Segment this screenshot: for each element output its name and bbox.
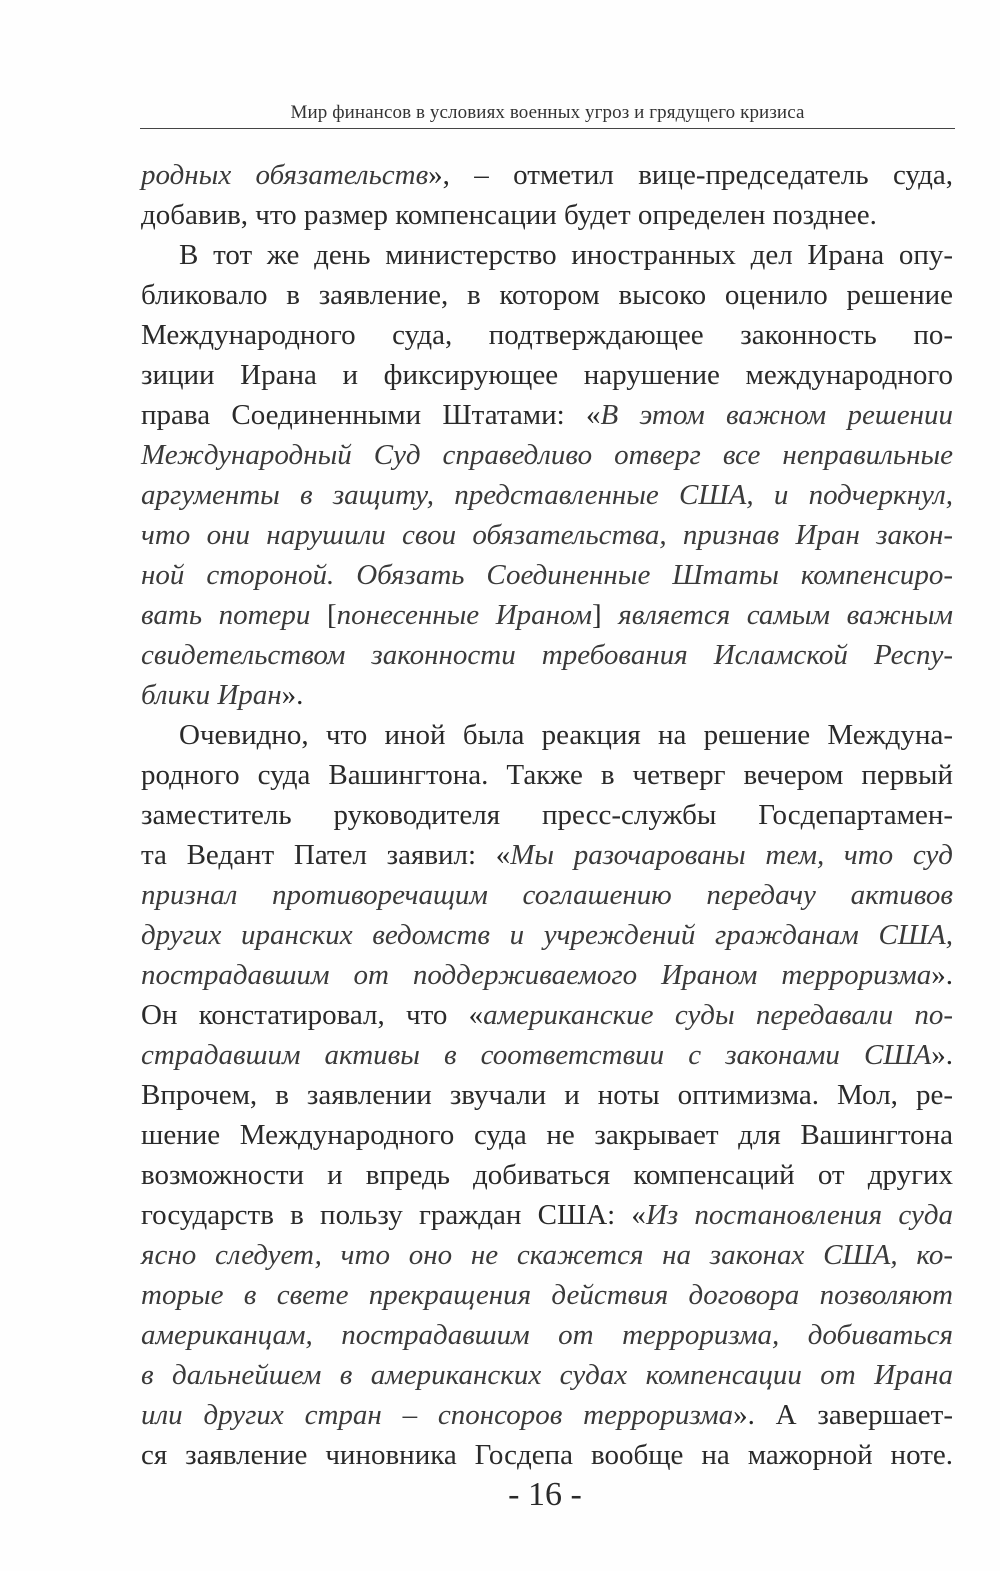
text-segment: родного суда Вашингтона. Также в четверг вечером первый	[141, 759, 953, 791]
italic-quote-segment: торые в свете прекращения действия договора позволяют	[141, 1279, 953, 1311]
italic-quote-segment: является самым важным	[601, 599, 953, 631]
text-line	[141, 155, 953, 195]
text-line	[141, 355, 953, 395]
italic-quote-segment: родных обязательств	[141, 159, 429, 191]
text-line	[141, 1315, 953, 1355]
text-line	[141, 995, 953, 1035]
text-line	[141, 915, 953, 955]
italic-quote-segment: других иранских ведомств и учреждений гражданам США,	[141, 919, 953, 951]
text-segment: зиции Ирана и фиксирующее нарушение международного	[141, 359, 953, 391]
text-segment: заместитель руководителя пресс-службы Госдепартамен-	[141, 799, 953, 831]
text-segment: Международного суда, подтверждающее законность по-	[141, 319, 953, 351]
italic-quote-segment: Международный Суд справедливо отверг все неправильные	[141, 439, 953, 471]
text-line	[141, 1355, 953, 1395]
text-segment: ся заявление чиновника Госдепа вообще на мажорной ноте.	[141, 1439, 953, 1471]
page-number: - 16 -	[508, 1476, 582, 1513]
text-line	[141, 275, 953, 315]
text-line	[141, 595, 953, 635]
italic-quote-segment: признал противоречащим соглашению передачу активов	[141, 879, 953, 911]
text-segment: В тот же день министерство иностранных дел Ирана опу-	[179, 239, 953, 271]
italic-quote-segment: американские суды передавали по-	[483, 999, 953, 1031]
italic-quote-segment: страдавшим активы в соответствии с законами США	[141, 1039, 932, 1071]
text-line	[141, 395, 953, 435]
text-line	[141, 475, 953, 515]
running-header: Мир финансов в условиях военных угроз и грядущего кризиса	[290, 102, 805, 123]
italic-quote-segment: Из постановления суда	[645, 1199, 954, 1231]
italic-quote-segment: что они нарушили свои обязательства, признав Иран закон-	[141, 519, 953, 551]
text-line	[141, 235, 953, 275]
text-segment: », – отметил вице-председатель суда,	[428, 159, 953, 191]
text-line	[141, 755, 953, 795]
header-rule	[140, 128, 955, 129]
italic-quote-segment: В этом важном решении	[600, 399, 953, 431]
text-line	[141, 555, 953, 595]
text-line	[141, 1195, 953, 1235]
italic-quote-segment: понесенные Ираном	[336, 599, 592, 631]
text-line	[141, 1395, 953, 1435]
text-segment: ». А завершает-	[733, 1399, 953, 1431]
text-line	[141, 315, 953, 355]
text-line	[141, 1075, 953, 1115]
text-line	[141, 1435, 953, 1475]
text-segment: Очевидно, что иной была реакция на решение Междуна-	[179, 719, 953, 751]
italic-quote-segment: в дальнейшем в американских судах компенсации от Ирана	[141, 1359, 953, 1391]
text-segment: бликовало в заявление, в котором высоко оценило решение	[141, 279, 953, 311]
main-text-block	[141, 155, 953, 1475]
text-line	[141, 1035, 953, 1075]
text-segment: возможности и впредь добиваться компенсаций от других	[141, 1159, 953, 1191]
italic-quote-segment: блики Иран	[141, 679, 282, 711]
text-segment: Впрочем, в заявлении звучали и ноты оптимизма. Мол, ре-	[141, 1079, 953, 1111]
text-line	[141, 1155, 953, 1195]
text-segment: права Соединенными Штатами: «	[141, 399, 601, 431]
text-segment: добавив, что размер компенсации будет определен позднее.	[141, 199, 877, 231]
text-segment: шение Международного суда не закрывает для Вашингтона	[141, 1119, 953, 1151]
text-line	[141, 675, 953, 715]
text-segment: Он констатировал, что «	[141, 999, 484, 1031]
text-segment: та Ведант Пател заявил: «	[141, 839, 511, 871]
text-segment: ]	[591, 599, 602, 631]
italic-quote-segment: пострадавшим от поддерживаемого Ираном терроризма	[141, 959, 932, 991]
text-line	[141, 1275, 953, 1315]
text-line	[141, 955, 953, 995]
text-line	[141, 635, 953, 675]
text-line	[141, 835, 953, 875]
text-line	[141, 1115, 953, 1155]
italic-quote-segment: ной стороной. Обязать Соединенные Штаты компенсиро-	[141, 559, 953, 591]
italic-quote-segment: ясно следует, что оно не скажется на законах США, ко-	[141, 1239, 953, 1271]
text-line	[141, 875, 953, 915]
text-line	[141, 515, 953, 555]
text-line	[141, 195, 953, 235]
italic-quote-segment: или других стран – спонсоров терроризма	[141, 1399, 734, 1431]
italic-quote-segment: Мы разочарованы тем, что суд	[510, 839, 953, 871]
text-line	[141, 715, 953, 755]
text-segment: государств в пользу граждан США: «	[141, 1199, 646, 1231]
text-line	[141, 435, 953, 475]
text-line	[141, 1235, 953, 1275]
text-segment: ».	[281, 679, 304, 711]
italic-quote-segment: американцам, пострадавшим от терроризма, добиваться	[141, 1319, 953, 1351]
text-segment: [	[326, 599, 337, 631]
italic-quote-segment: аргументы в защиту, представленные США, и подчеркнул,	[141, 479, 953, 511]
italic-quote-segment: вать потери	[141, 599, 327, 631]
text-segment: ».	[931, 959, 953, 991]
text-line	[141, 795, 953, 835]
text-segment: ».	[931, 1039, 953, 1071]
italic-quote-segment: свидетельством законности требования Исламской Респу-	[141, 639, 953, 671]
